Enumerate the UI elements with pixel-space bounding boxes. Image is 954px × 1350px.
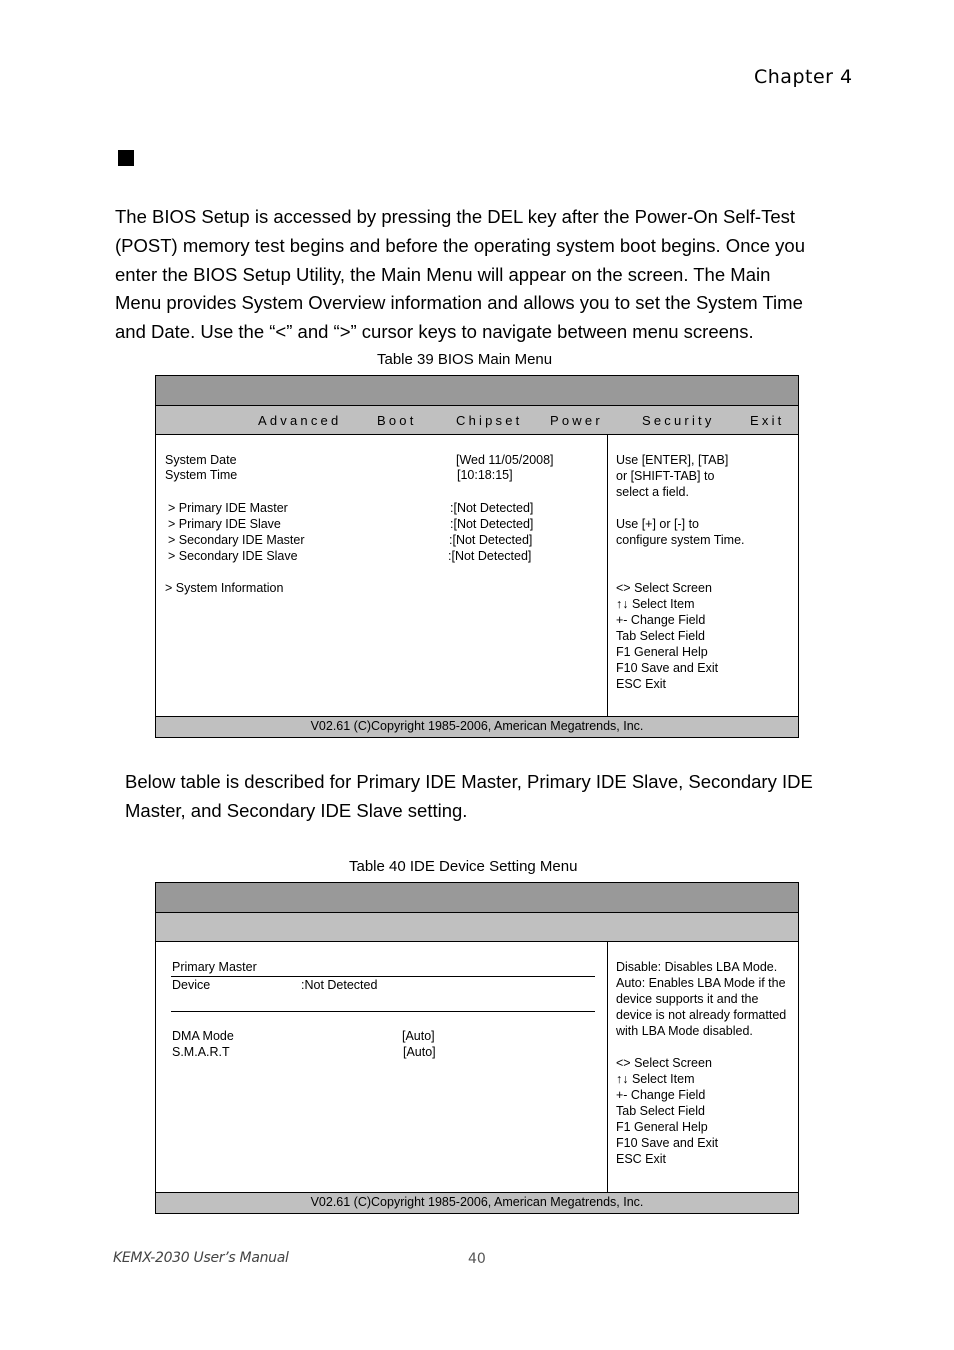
page-number: 40: [468, 1251, 486, 1267]
secondary-ide-slave-value: :[Not Detected]: [448, 549, 532, 563]
dma-mode-label: DMA Mode: [172, 1029, 234, 1043]
system-date-value[interactable]: [Wed 11/05/2008]: [456, 453, 554, 467]
system-date-label: System Date: [165, 453, 237, 467]
primary-ide-master-value: :[Not Detected]: [450, 501, 534, 515]
secondary-ide-master-item[interactable]: > Secondary IDE Master: [168, 533, 305, 547]
intro-paragraph: The BIOS Setup is accessed by pressing the DEL key after the Power-On Self-Test (POST) memory test begins and before the operating system boot begins. Once you enter the BIOS Setup Utility, the Main Menu will appear on the screen. The Main Menu provides System Overview information and allows you to set the System Time and Date. Use the “<” and “>” cursor keys to navigate between menu screens.: [115, 206, 805, 343]
system-time-label: System Time: [165, 468, 238, 482]
smart-label: S.M.A.R.T: [172, 1045, 230, 1059]
bios-title-bar: [156, 883, 798, 913]
primary-ide-slave-value: :[Not Detected]: [450, 517, 534, 531]
bios-main-menu-screen: Advanced Boot Chipset Power Security Exit System Date [Wed 11/05/2008] System Time [10:18:15] > Primary IDE Master :[Not Detected] > Primary IDE Slave :[Not Detected] > Secondary IDE Master :[Not Detected] > Secondary IDE Slave :[Not Detected] > System Information Use [ENTER], [TAB] or [SHIFT-TAB] to select a field. Use [+] or [-] to configure system Time. <> Select Screen ↑↓ Select Item +- Change Field Tab Select Field F1 General Help F10 Save and Exit ESC Exit V02.61 (C)Copyright 1985-2006, American Megatrends, Inc.: [155, 375, 799, 738]
primary-ide-slave-item[interactable]: > Primary IDE Slave: [168, 517, 281, 531]
system-information-item[interactable]: > System Information: [165, 581, 284, 595]
primary-master-title: Primary Master: [172, 960, 257, 974]
primary-ide-master-item[interactable]: > Primary IDE Master: [168, 501, 288, 515]
menu-security[interactable]: Security: [642, 413, 715, 428]
system-time-value[interactable]: [10:18:15]: [457, 468, 513, 482]
menu-exit[interactable]: Exit: [750, 413, 785, 428]
smart-value[interactable]: [Auto]: [403, 1045, 436, 1059]
chapter-heading: Chapter 4: [754, 66, 853, 88]
panel-divider: [607, 435, 608, 717]
title-underline: [171, 976, 595, 977]
middle-paragraph: Below table is described for Primary IDE Master, Primary IDE Slave, Secondary IDE Master, and Secondary IDE Slave setting.: [125, 771, 813, 821]
panel-divider: [607, 942, 608, 1193]
menu-chipset[interactable]: Chipset: [456, 413, 523, 428]
menu-advanced[interactable]: Advanced: [258, 413, 342, 428]
bios-copyright-footer: V02.61 (C)Copyright 1985-2006, American Megatrends, Inc.: [156, 1192, 798, 1213]
table40-caption: Table 40 IDE Device Setting Menu: [349, 858, 578, 875]
menu-boot[interactable]: Boot: [377, 413, 417, 428]
device-value: :Not Detected: [301, 978, 378, 992]
menu-power[interactable]: Power: [550, 413, 603, 428]
ide-device-setting-screen: Primary Master Device :Not Detected DMA Mode [Auto] S.M.A.R.T [Auto] Disable: Disables LBA Mode. Auto: Enables LBA Mode if the device supports it and the device is not already formatted with LBA Mode disabled. <> Select Screen ↑↓ Select Item +- Change Field Tab Select Field F1 General Help F10 Save and Exit ESC Exit V02.61 (C)Copyright 1985-2006, American Megatrends, Inc.: [155, 882, 799, 1214]
secondary-ide-slave-item[interactable]: > Secondary IDE Slave: [168, 549, 298, 563]
section-divider: [171, 1011, 595, 1012]
section-bullet: [118, 150, 134, 166]
secondary-ide-master-value: :[Not Detected]: [449, 533, 533, 547]
bios-title-bar: [156, 376, 798, 406]
table39-caption: Table 39 BIOS Main Menu: [377, 351, 553, 368]
dma-mode-value[interactable]: [Auto]: [402, 1029, 435, 1043]
bios-copyright-footer: V02.61 (C)Copyright 1985-2006, American Megatrends, Inc.: [156, 716, 798, 737]
bios-menu-bar: [156, 406, 798, 435]
bios-menu-bar: [156, 913, 798, 942]
device-label: Device: [172, 978, 211, 992]
manual-title-footer: KEMX-2030 User’s Manual: [113, 1250, 289, 1266]
